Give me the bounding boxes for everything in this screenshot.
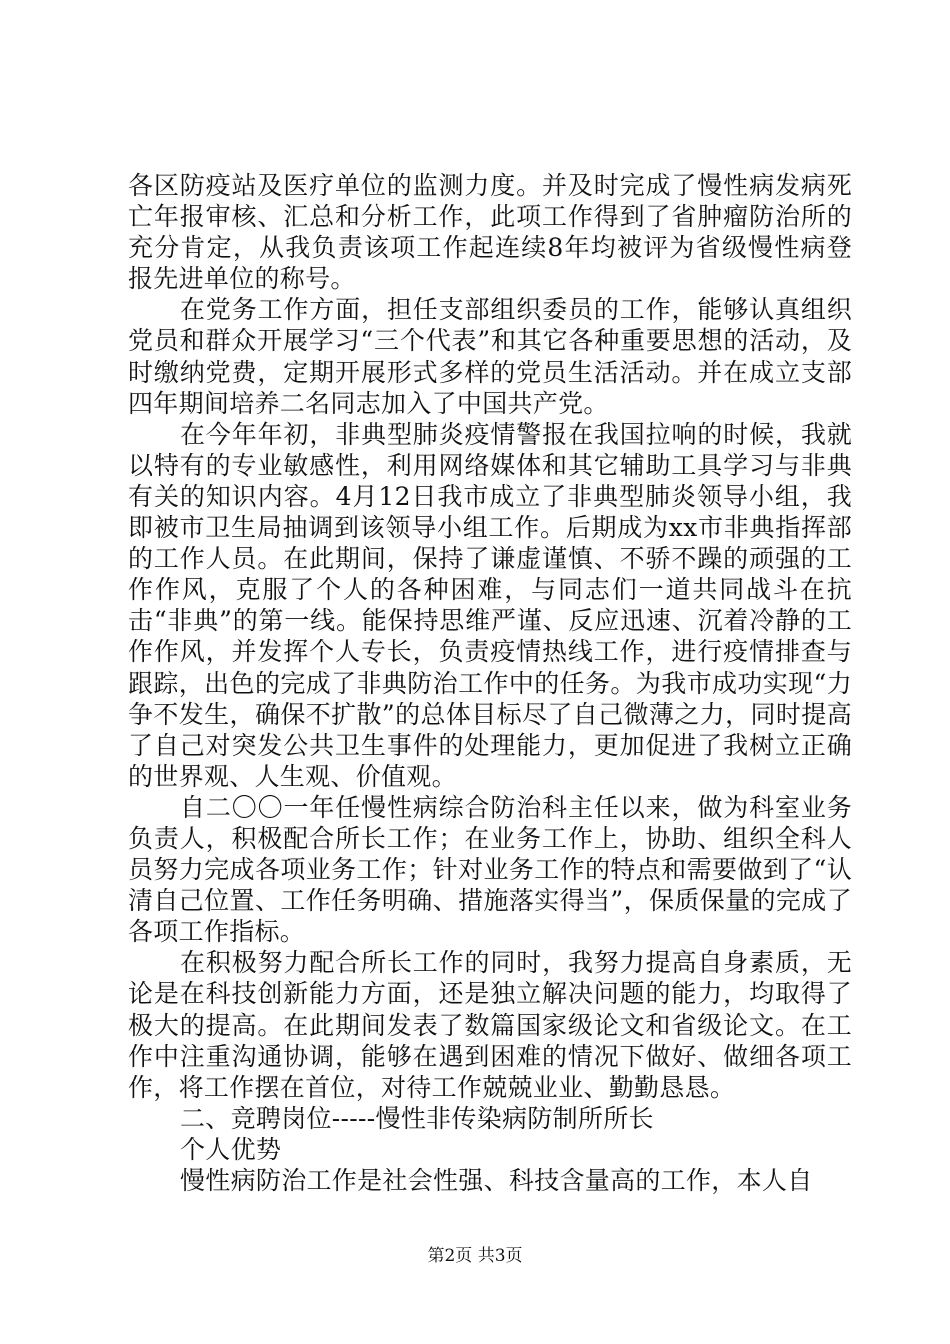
- subsection-heading: 个人优势: [180, 1134, 282, 1164]
- paragraph-5: 在积极努力配合所长工作的同时，我努力提高自身素质，无论是在科技创新能力方面，还是独立解决问题的能力，均取得了极大的提高。在此期间发表了数篇国家级论文和省级论文。在工作中注重沟通协调，能够在遇到困难的情况下做好、做细各项工作，将工作摆在首位，对待工作兢兢业业、勤勤恳恳。: [128, 948, 852, 1102]
- section-heading: 二、竞聘岗位-----慢性非传染病防制所所长: [180, 1103, 654, 1133]
- paragraph-1: 各区防疫站及医疗单位的监测力度。并及时完成了慢性病发病死亡年报审核、汇总和分析工作，此项工作得到了省肿瘤防治所的充分肯定，从我负责该项工作起连续8年均被评为省级慢性病登报先进单位的称号。: [128, 171, 852, 294]
- page-number: 第2页 共3页: [427, 1246, 523, 1266]
- document-body: [128, 170, 852, 1196]
- paragraph-3: 在今年年初，非典型肺炎疫情警报在我国拉响的时候，我就以特有的专业敏感性，利用网络媒体和其它辅助工具学习与非典有关的知识内容。4月12日我市成立了非典型肺炎领导小组，我即被市卫生局抽调到该领导小组工作。后期成为xx市非典指挥部的工作人员。在此期间，保持了谦虚谨慎、不骄不躁的顽强的工作作风，克服了个人的各种困难，与同志们一道共同战斗在抗击“非典”的第一线。能保持思维严谨、反应迅速、沉着冷静的工作作风，并发挥个人专长，负责疫情热线工作，进行疫情排查与跟踪，出色的完成了非典防治工作中的任务。为我市成功实现“力争不发生，确保不扩散”的总体目标尽了自己微薄之力，同时提高了自己对突发公共卫生事件的处理能力，更加促进了我树立正确的世界观、人生观、价值观。: [128, 419, 852, 791]
- paragraph-4: 自二〇〇一年任慢性病综合防治科主任以来，做为科室业务负责人，积极配合所长工作；在业务工作上，协助、组织全科人员努力完成各项业务工作；针对业务工作的特点和需要做到了“认清自己位置、工作任务明确、措施落实得当”，保质保量的完成了各项工作指标。: [128, 792, 852, 947]
- paragraph-2: 在党务工作方面，担任支部组织委员的工作，能够认真组织党员和群众开展学习“三个代表”和其它各种重要思想的活动，及时缴纳党费，定期开展形式多样的党员生活活动。并在成立支部四年期间培养二名同志加入了中国共产党。: [128, 295, 852, 418]
- page-footer: [0, 1245, 950, 1267]
- paragraph-6: 慢性病防治工作是社会性强、科技含量高的工作，本人自: [180, 1166, 813, 1195]
